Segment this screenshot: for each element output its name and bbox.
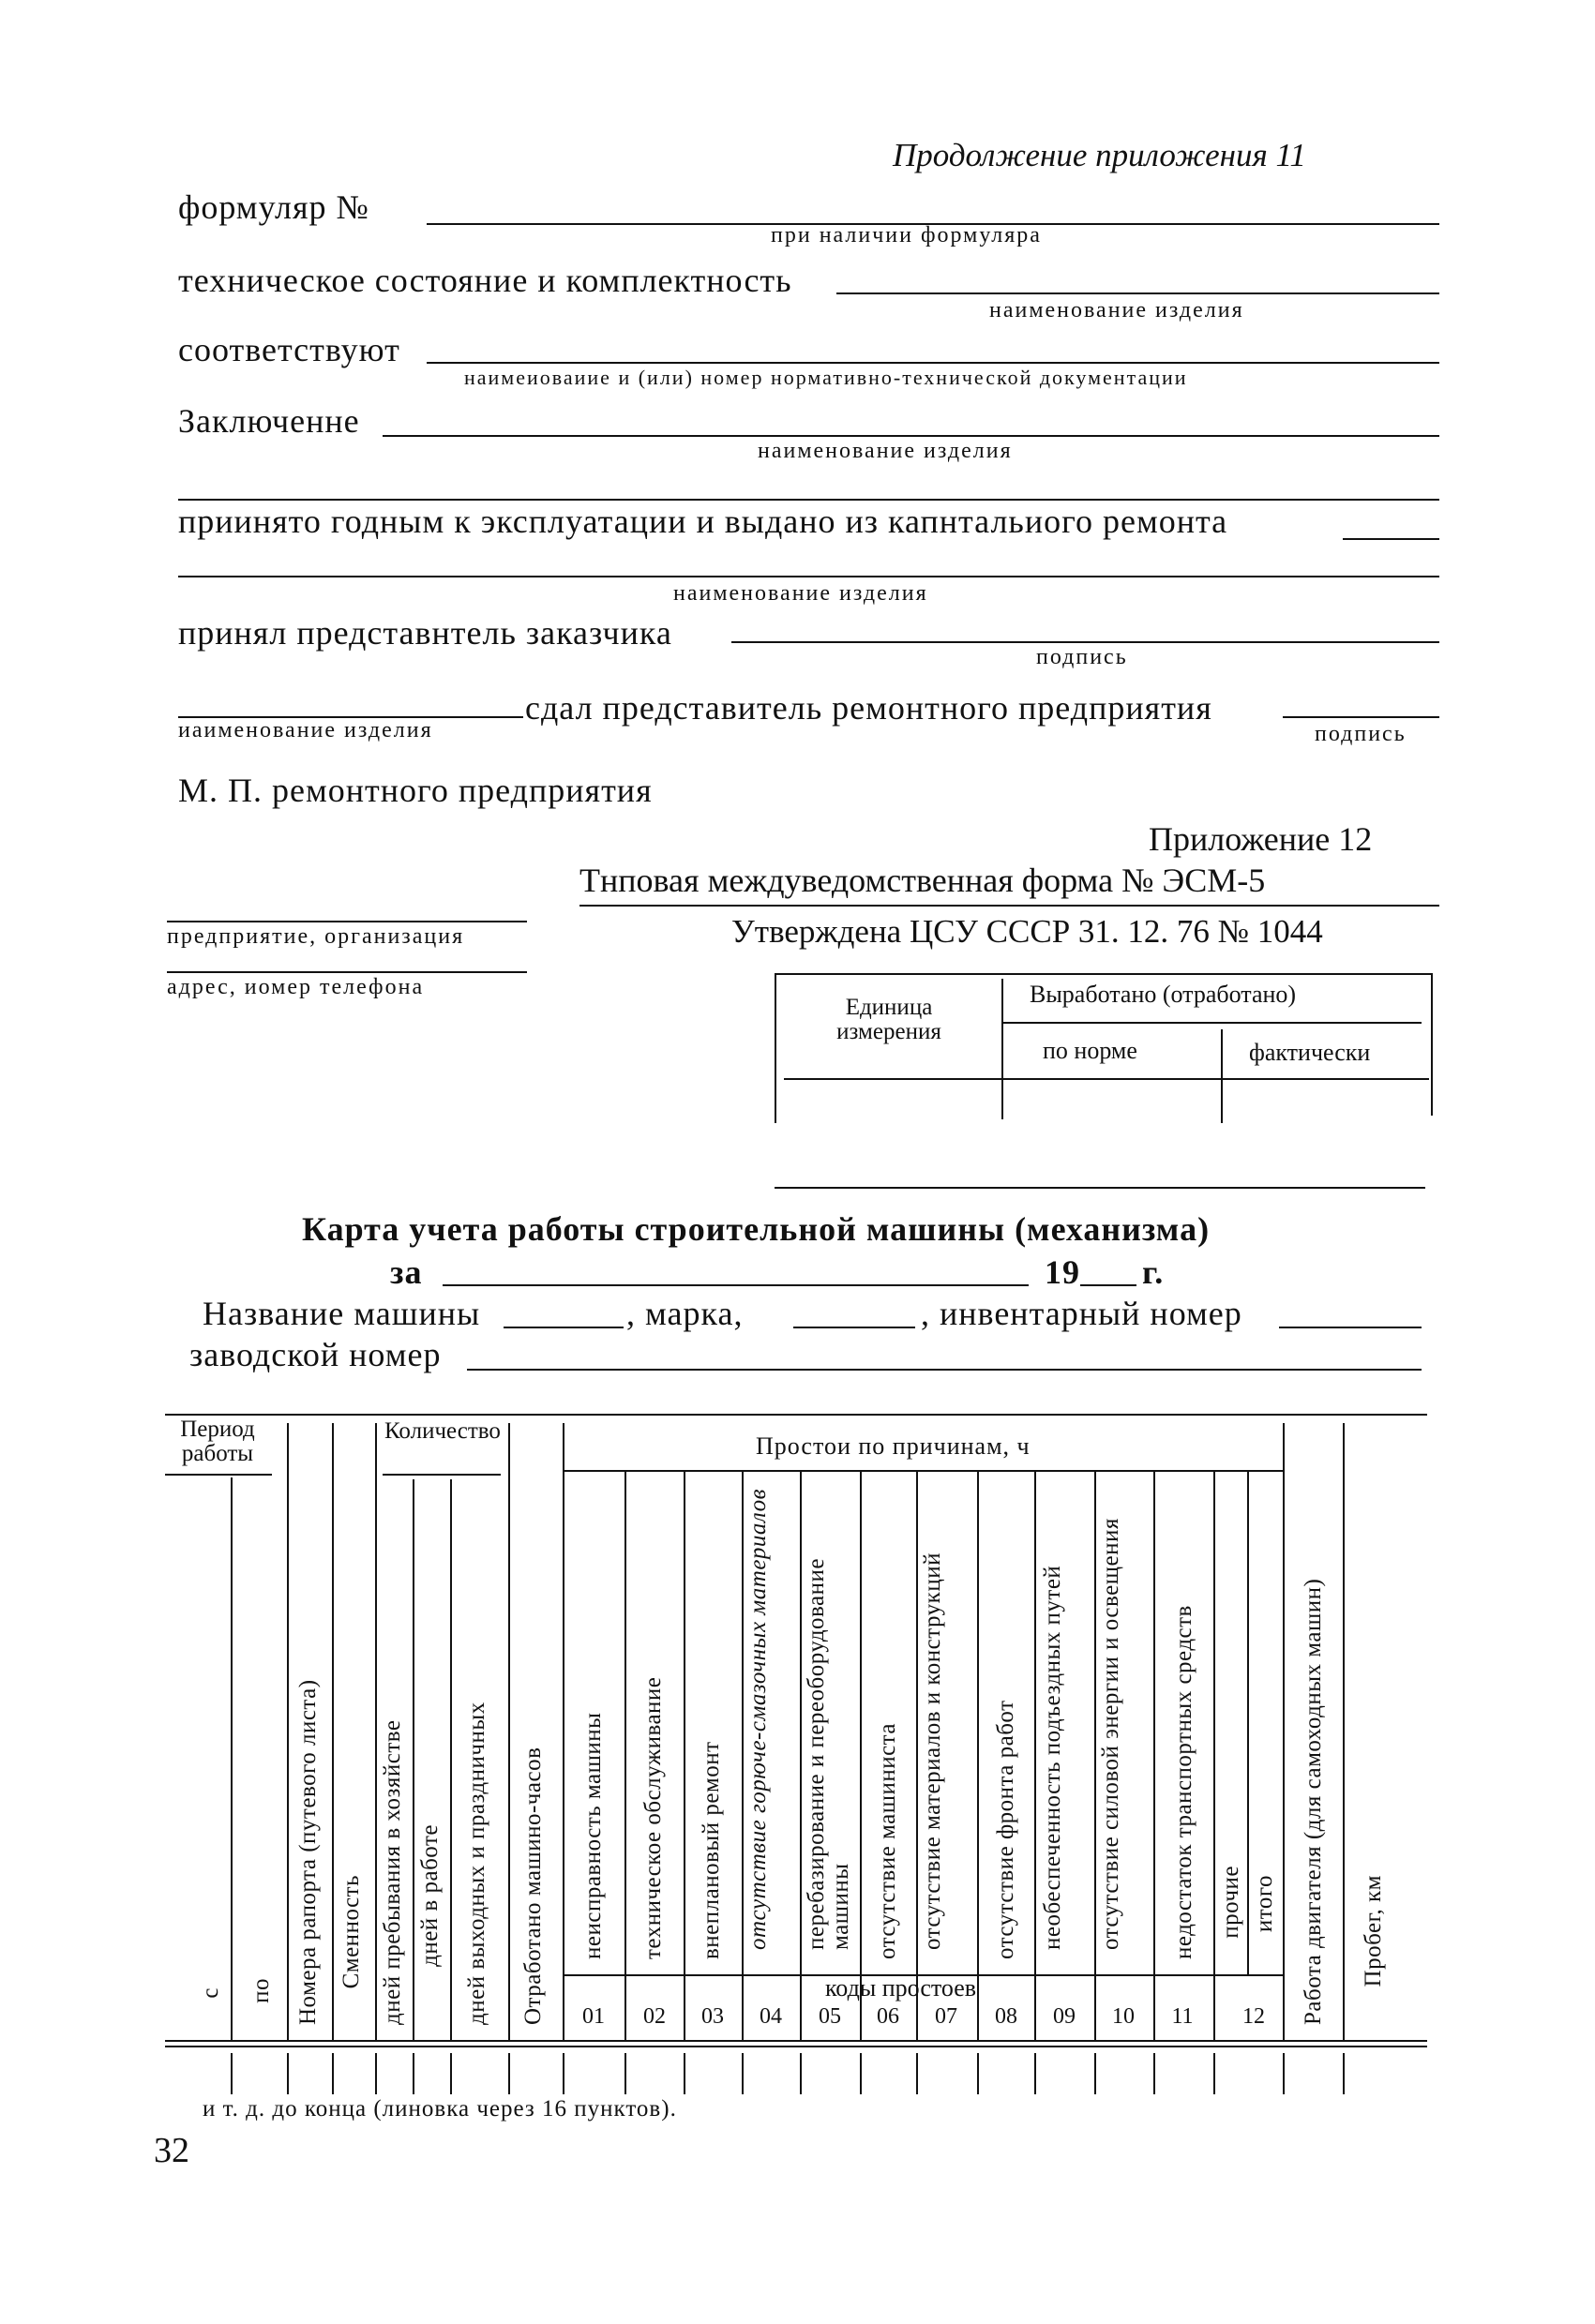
factory-label: заводской номер: [189, 1336, 442, 1373]
year-suffix: г.: [1142, 1253, 1165, 1291]
address-field[interactable]: [167, 971, 527, 973]
code-10: 10: [1112, 2004, 1135, 2029]
formular-hint: при наличии формуляра: [771, 223, 1042, 247]
customer-hint: подпись: [1036, 645, 1128, 669]
period-field[interactable]: [443, 1284, 1029, 1286]
col-d01: неисправность машины: [580, 1712, 606, 1959]
col-d05: перебазирование и переоборудование машины: [804, 1558, 853, 1950]
code-06: 06: [877, 2004, 899, 2029]
form-type-rule: [579, 905, 1439, 907]
col-shift: Сменность: [339, 1875, 364, 1989]
page-number: 32: [154, 2131, 189, 2170]
accepted-field[interactable]: [1343, 538, 1439, 540]
count-header: Количество: [384, 1418, 501, 1444]
code-12: 12: [1242, 2004, 1265, 2029]
accepted-hint: наименование изделия: [673, 581, 928, 606]
col-d11: недостаток транспортных средств: [1171, 1605, 1196, 1959]
continuation-header: Продолжение приложения 11: [893, 137, 1306, 173]
col-days-off: дней выходных и праздничных: [464, 1702, 489, 2025]
code-04: 04: [760, 2004, 782, 2029]
col-d08: отсутствие фронта работ: [993, 1700, 1018, 1959]
address-hint: адрес, иомер телефона: [167, 975, 425, 999]
customer-label: принял представнтель заказчика: [178, 614, 672, 652]
downtime-header: Простои по причинам, ч: [756, 1432, 1031, 1460]
col-days-work: дней в работе: [417, 1824, 443, 1967]
code-01: 01: [582, 2004, 605, 2029]
accepted-text: приинято годным к эксплуатации и выдано из капнтальиого ремонта: [178, 502, 1228, 540]
conclusion-hint: наименование изделия: [758, 439, 1013, 463]
machine-name-label: Название машины: [203, 1295, 481, 1332]
col-d02: техническое обслуживание: [640, 1676, 666, 1959]
col-machine-hours: Отработано машино-часов: [520, 1747, 546, 2025]
code-07: 07: [935, 2004, 957, 2029]
col-d04: отсутствие горюче-смазочных материалов: [745, 1489, 771, 1950]
stamp-text: М. П. ремонтного предприятия: [178, 772, 653, 809]
for-label: за: [390, 1253, 423, 1291]
conclusion-label: Заключенне: [178, 402, 360, 440]
approved-line: Утверждена ЦСУ СССР 31. 12. 76 № 1044: [731, 913, 1323, 950]
formular-label: формуляр №: [178, 188, 369, 226]
produced-label: Выработано (отработано): [1030, 981, 1297, 1008]
handed-signature[interactable]: [1283, 716, 1439, 718]
handed-text: сдал представитель ремонтного предприятия: [525, 689, 1212, 727]
form-type-line: Тнповая междуведомственная форма № ЭСМ-5: [579, 862, 1266, 899]
norm-label: по норме: [1043, 1037, 1137, 1064]
conclusion-field[interactable]: [383, 435, 1439, 437]
appendix-title: Приложение 12: [1149, 820, 1373, 858]
period-header: Период работы: [180, 1417, 255, 1466]
handed-hint-left: иаименование изделия: [178, 718, 433, 742]
col-d07: отсутствие материалов и конструкций: [920, 1552, 945, 1950]
ruling-note: и т. д. до конца (линовка через 16 пунктов).: [203, 2096, 677, 2122]
machine-name-field[interactable]: [504, 1327, 624, 1328]
handed-hint-right: подпись: [1315, 722, 1407, 746]
code-03: 03: [701, 2004, 724, 2029]
col-to: по: [248, 1978, 274, 2003]
customer-signature[interactable]: [731, 641, 1439, 643]
state-hint: наименование изделия: [989, 298, 1244, 322]
state-label: техническое состояние и комплектность: [178, 262, 792, 299]
actual-label: фактически: [1249, 1039, 1371, 1066]
match-label: соответствуют: [178, 331, 400, 368]
col-engine: Работа двигателя (для самоходных машин): [1301, 1578, 1326, 2025]
conclusion-field-2[interactable]: [178, 499, 1439, 501]
code-05: 05: [819, 2004, 841, 2029]
inventory-label: , инвентарный номер: [921, 1295, 1242, 1332]
brand-field[interactable]: [793, 1327, 915, 1328]
code-11: 11: [1171, 2004, 1194, 2029]
inventory-field[interactable]: [1279, 1327, 1422, 1328]
units-bottom-rule: [775, 1187, 1425, 1189]
unit-label: Единица измерения: [836, 995, 941, 1044]
code-09: 09: [1053, 2004, 1076, 2029]
code-08: 08: [995, 2004, 1017, 2029]
col-d10: отсутствие силовой энергии и освещения: [1098, 1518, 1123, 1950]
codes-label: коды простоев: [825, 1974, 977, 2002]
brand-label: , марка,: [626, 1295, 744, 1332]
accepted-field-2[interactable]: [178, 576, 1439, 577]
year-label: 19: [1045, 1253, 1080, 1291]
col-days-in-farm: дней пребывания в хозяйстве: [380, 1719, 405, 2025]
col-report: Номера рапорта (путевого листа): [295, 1679, 321, 2025]
col-d12b: итого: [1252, 1875, 1277, 1933]
code-02: 02: [643, 2004, 666, 2029]
match-field[interactable]: [427, 362, 1439, 364]
org-field[interactable]: [167, 921, 527, 922]
state-field[interactable]: [836, 292, 1439, 294]
col-d03: внеплановый ремонт: [699, 1741, 724, 1959]
col-d09: необеспеченность подъездных путей: [1040, 1565, 1065, 1950]
factory-field[interactable]: [467, 1369, 1422, 1371]
match-hint: наимеиоваиие и (или) номер нормативно-технической документации: [464, 366, 1188, 389]
col-mileage: Пробег, км: [1361, 1875, 1386, 1987]
year-field[interactable]: [1080, 1284, 1136, 1286]
col-d06: отсутствие машиниста: [875, 1722, 900, 1959]
card-title: Карта учета работы строительной машины (механизма): [302, 1210, 1211, 1248]
col-d12a: прочие: [1218, 1866, 1243, 1939]
org-hint: предприятие, организация: [167, 924, 465, 949]
col-from: с: [198, 1987, 223, 1999]
